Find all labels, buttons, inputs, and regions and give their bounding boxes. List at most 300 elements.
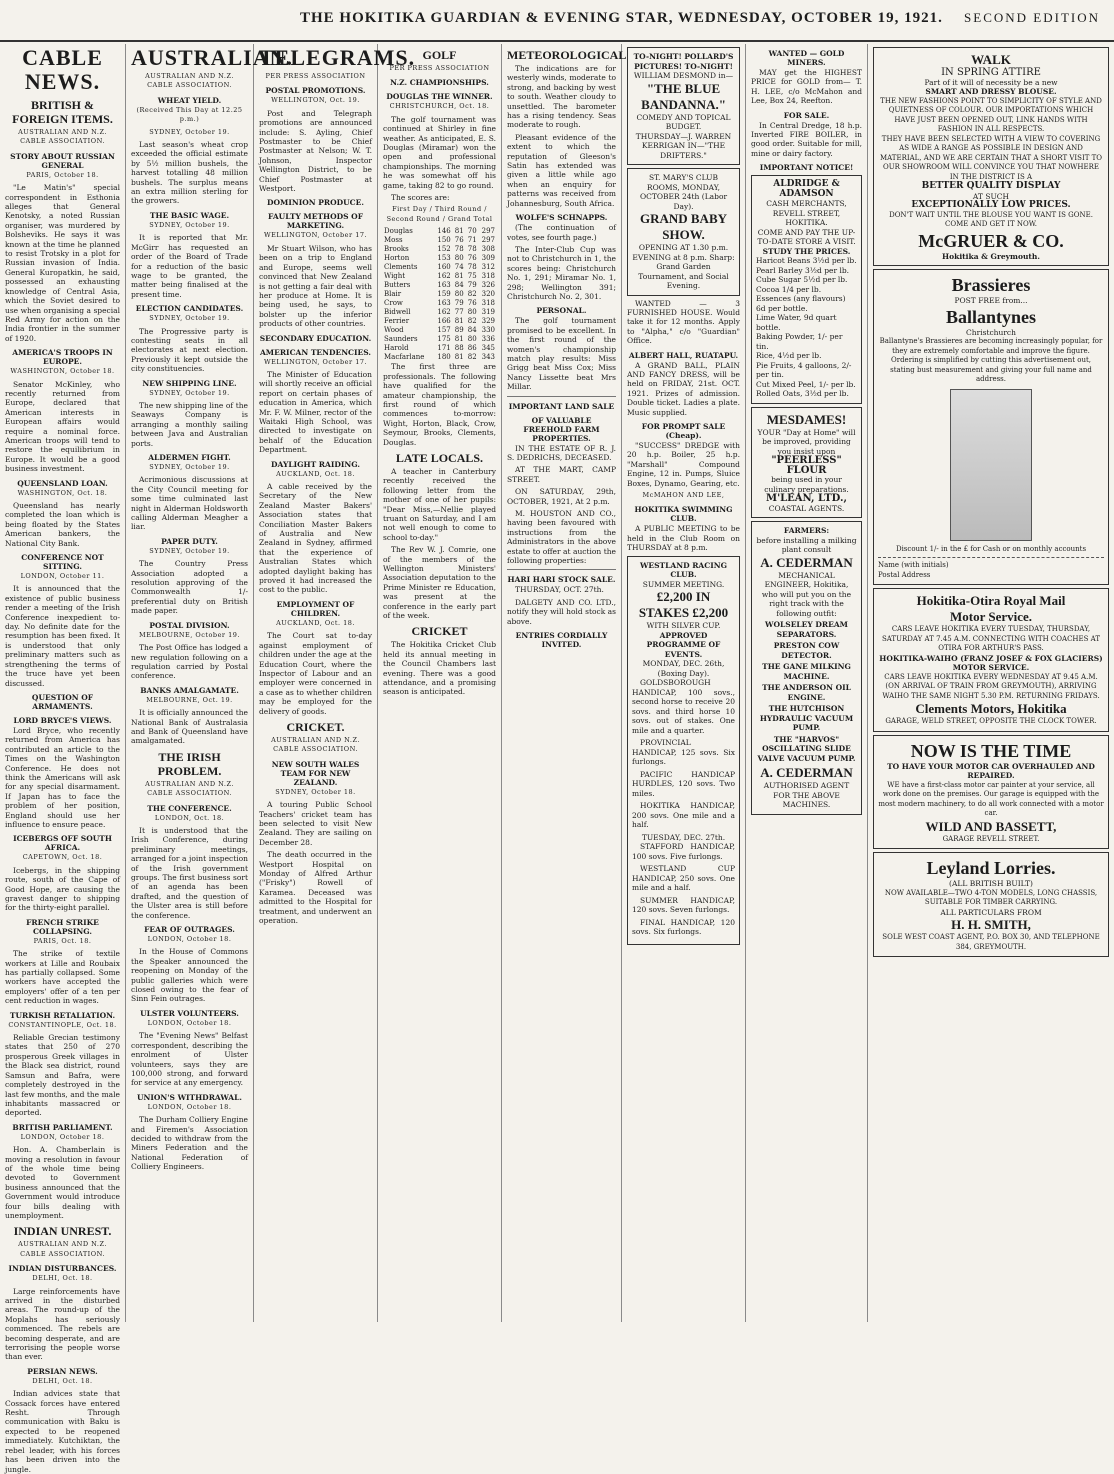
- section-subtitle: BRITISH & FOREIGN ITEMS.: [12, 98, 113, 126]
- article-text: A cable received by the Secretary of the New Zealand Master Bakers' Association states that Conciliation Master Bakers of Australia and New Zealand in Sydney, affirmed that the experience of Australian States which adopted daylight baking has proved it had increased the cost to the public.: [259, 482, 372, 595]
- headline: WOLFE'S SCHNAPPS.: [515, 213, 608, 223]
- headline: WHEAT YIELD.: [157, 95, 222, 105]
- ad-line: AT SUCH: [972, 191, 1010, 201]
- price-item: Cut Mixed Peel, 1/- per lb.: [756, 379, 856, 389]
- article-text: The first three are professionals. The following have qualified for the amateur championship, the first round of which commences to-morrow: Wight, Horton, Black, Crow, Seymour, Brooks, Clements, Douglas.: [383, 362, 496, 447]
- ad-line: being used in your culinary preparations.: [764, 475, 849, 494]
- ad-line: TO-NIGHT! POLLARD'S PICTURES! TO-NIGHT!: [633, 52, 734, 71]
- credit-line: AUSTRALIAN AND N.Z. CABLE ASSOCIATION.: [18, 1240, 107, 1258]
- headline: WANTED — GOLD MINERS.: [768, 49, 845, 67]
- score-cell-r1: 175: [437, 335, 451, 344]
- ad-brand: WILD AND BASSETT,: [925, 818, 1057, 834]
- headline: IMPORTANT NOTICE!: [759, 163, 854, 173]
- score-cell-r3: 76: [467, 299, 477, 308]
- price-item: Pearl Barley 3½d per lb.: [756, 265, 850, 275]
- headline: LORD BRYCE'S VIEWS.: [13, 715, 112, 725]
- dateline: LONDON, October 18.: [147, 1018, 232, 1027]
- headline: ALDERMEN FIGHT.: [148, 453, 231, 462]
- coupon-address-field[interactable]: Postal Address: [878, 570, 931, 579]
- headline: AMERICA'S TROOPS IN EUROPE.: [12, 348, 113, 367]
- article-text: Mr Stuart Wilson, who has been on a trip to England and Europe, seems well convinced that New Zealand is not getting a fair deal with her produce at Home. It is being used, he says, to bolster up the inferior products of other countries.: [259, 243, 372, 329]
- machine-item: THE HUTCHISON HYDRAULIC VACUUM PUMP.: [759, 704, 854, 733]
- score-cell-r2: 81: [454, 335, 464, 344]
- ad-line: THURSDAY—J. WARREN KERRIGAN IN—"THE DRIFTERS.": [635, 131, 732, 160]
- article-text: Indian advices state that Cossack forces have entered Resht. Through communication with Baku is expected to be reopened immediately. Kutchiktan, the rebel leader, with his forces has been driven into the jungle.: [5, 1389, 120, 1474]
- article-text: Reliable Grecian testimony states that 250 of 270 prosperous Greek villages in the Black sea district, round Samsun and Bafra, were completely destroyed in the last few months, and the male inhabitants massacred or deported.: [5, 1033, 120, 1118]
- ad-brand: Ballantynes: [945, 306, 1037, 327]
- ad-clements-motors: [873, 588, 1109, 732]
- headline: FRENCH STRIKE COLLAPSING.: [26, 917, 99, 936]
- article-text: The golf tournament was continued at Shirley in fine weather. As anticipated, E. S. Douglas (Miramar) won the open and professional championships. The morning he was somewhat off his game, taking 82 to go round.: [383, 114, 496, 190]
- dateline: SYDNEY, October 19.: [149, 127, 230, 136]
- article-text: It is understood that the Irish Conference, during preliminary meetings, arranged for a joint inspection of the Irish government groups. The first business sort of an agenda has been drafted, and the question of the Ulster area is still before the conference.: [131, 825, 248, 920]
- ad-line: ALL PARTICULARS FROM: [940, 907, 1042, 917]
- ad-headline: Motor Service.: [949, 609, 1033, 624]
- classified-ad: WANTED — 3 FURNISHED HOUSE. Would take it for 12 months. Apply to "Alpha," c/o "Guardian" Office.: [627, 298, 740, 346]
- ad-text: NOW AVAILABLE—TWO 4-TON MODELS, LONG CHASSIS, SUITABLE FOR TIMBER CARRYING.: [884, 888, 1098, 906]
- ad-headline: A. CEDERMAN: [760, 554, 853, 570]
- ad-westland-racing-club: [627, 556, 740, 945]
- ad-line: MECHANICAL ENGINEER, Hokitika,: [764, 570, 849, 590]
- ad-line: "PEERLESS" FLOUR: [771, 455, 842, 476]
- ad-text: CARS LEAVE HOKITIKA EVERY WEDNESDAY AT 9.45 A.M. (ON ARRIVAL OF TRAIN FROM GREYMOUTH), ARRIVING WAIHO THE SAME NIGHT 5.30 P.M. RETURNING FRIDAYS.: [882, 672, 1100, 700]
- headline: NEW SOUTH WALES TEAM FOR NEW ZEALAND.: [271, 759, 360, 787]
- newspaper-title: THE HOKITIKA GUARDIAN & EVENING STAR, WEDNESDAY, OCTOBER 19, 1921.: [300, 10, 943, 26]
- ad-line: (ALL BRITISH BUILT): [949, 879, 1033, 888]
- ad-line: EXCEPTIONALLY LOW PRICES.: [911, 200, 1071, 210]
- ad-brand: H. H. SMITH,: [951, 917, 1031, 932]
- score-cell-r2: 88: [454, 344, 464, 353]
- ad-cederman: [751, 521, 862, 815]
- ad-line: COME AND PAY THE UP-TO-DATE STORE A VISIT.: [757, 227, 856, 247]
- score-cell-total: 319: [481, 308, 495, 317]
- score-row: [383, 353, 496, 362]
- ad-headline: WALK: [971, 52, 1011, 67]
- score-cell-name: Brooks: [384, 245, 409, 254]
- headline: STORY ABOUT RUSSIAN GENERAL: [10, 151, 115, 170]
- article-text: The Post Office has lodged a new regulation following on a regulation carried by Postal conference.: [131, 643, 248, 681]
- article-text: The Country Press Association adopted a resolution approving of the Commonwealth 1/- preferential duty on British made paper.: [131, 559, 248, 616]
- ad-line: COASTAL AGENTS.: [768, 503, 845, 513]
- ad-text: Discount 1/- in the £ for Cash or on monthly accounts: [895, 544, 1087, 553]
- column-cable-news: [0, 44, 126, 1474]
- article-text: The Rev W. J. Comrie, one of the members of the Wellington Ministers' Association deputation to the Prime Minister re Education, was present at the conference in the early part of the week.: [383, 545, 496, 621]
- dateline: WASHINGTON, October 18.: [10, 367, 115, 376]
- dateline: CAPETOWN, Oct. 18.: [22, 853, 103, 862]
- credit-line: PER PRESS ASSOCIATION: [389, 64, 490, 72]
- score-cell-r2: 81: [454, 272, 464, 281]
- brassiere-illustration: [950, 389, 1032, 541]
- article-text: The Durham Colliery Engine and Firemen's Association decided to withdraw from the Miners Federation and the National Federation of Colliery Engineers.: [131, 1115, 248, 1172]
- price-item: Rolled Oats, 3½d per lb.: [756, 389, 849, 399]
- ad-line: Hokitika & Greymouth.: [942, 251, 1040, 261]
- score-cell-total: 330: [481, 326, 495, 335]
- ad-text: THEY HAVE BEEN SELECTED WITH A VIEW TO COVERING AS WIDE A RANGE AS POSSIBLE IN DESIGN AND MATERIAL, AND WE ARE CERTAIN THAT A SHORT VISIT TO OUR SHOWROOM WILL CONVINCE YOU THAT NOWHERE IN THE DISTRICT IS A: [879, 134, 1103, 181]
- article-text: Queensland has nearly completed the loan which is being floated by the States American bankers, the National City Bank.: [5, 501, 120, 548]
- headline: ULSTER VOLUNTEERS.: [140, 1008, 239, 1018]
- score-cell-r2: 77: [454, 308, 464, 317]
- score-cell-name: Wood: [384, 326, 404, 335]
- credit-line: AUSTRALIAN AND N.Z. CABLE ASSOCIATION.: [145, 72, 234, 90]
- score-cell-r2: 81: [454, 353, 464, 362]
- price-item: Cube Sugar 5½d per lb.: [756, 275, 848, 285]
- dateline: AUCKLAND, Oct. 18.: [276, 469, 355, 478]
- dateline: SYDNEY, October 19.: [149, 314, 230, 323]
- ad-line: COMEDY AND TOPICAL BUDGET.: [636, 112, 731, 131]
- article-text: The scores are:: [391, 193, 450, 203]
- score-cell-name: Clements: [384, 263, 418, 272]
- score-cell-r1: 162: [437, 308, 451, 317]
- score-cell-r3: 78: [467, 245, 477, 254]
- dateline: DELHI, Oct. 18.: [32, 1274, 93, 1283]
- column-ads-1: [622, 44, 746, 1322]
- ad-headline: Leyland Lorries.: [926, 858, 1056, 878]
- score-cell-r1: 146: [437, 227, 451, 236]
- score-cell-r3: 82: [467, 290, 477, 299]
- article-text: ON SATURDAY, 29th, OCTOBER, 1921, At 2 p.m.: [507, 487, 616, 506]
- ad-text: SUMMER HANDICAP, 120 sovs. Seven furlongs.: [632, 895, 735, 915]
- score-cell-r1: 150: [437, 236, 451, 245]
- score-cell-r1: 157: [437, 326, 451, 335]
- article-text: Last season's wheat crop exceeded the official estimate by 5½ million bushels, the harvest totalling 48 million bushels. The surplus means an extra million sterling for the growers.: [131, 140, 248, 206]
- score-row: [383, 245, 496, 254]
- ad-text: GOLDSBOROUGH HANDICAP, 100 sovs., second horse to receive 20 sovs. and third horse 10 sovs. out of stakes. One mile and a quarter.: [632, 678, 735, 735]
- headline: N.Z. CHAMPIONSHIPS.: [390, 78, 489, 88]
- article-text: AT THE MART, CAMP STREET.: [507, 465, 616, 484]
- ad-aldridge-adamson: [751, 175, 862, 404]
- classified-ad: In Central Dredge, 18 h.p. Inverted FIRE BOILER, in good order. Suitable for mill, mine or dairy factory.: [751, 120, 862, 158]
- ad-line: AUTHORISED AGENT FOR THE ABOVE MACHINES.: [763, 781, 850, 810]
- dateline: CONSTANTINOPLE, Oct. 18.: [8, 1020, 117, 1029]
- headline: QUEENSLAND LOAN.: [17, 478, 108, 488]
- score-cell-r3: 70: [467, 227, 477, 236]
- score-cell-name: Harold: [384, 344, 409, 353]
- dateline: LONDON, October 11.: [20, 572, 105, 581]
- ad-line: who will put you on the right track with the following outfit:: [761, 589, 852, 618]
- article-text: IN THE ESTATE OF R. J. S. DEDRICHS, DECEASED.: [507, 443, 616, 462]
- divider: [507, 396, 616, 397]
- dateline: SYDNEY, October 19.: [149, 546, 230, 555]
- score-cell-total: 318: [481, 299, 495, 308]
- article-text: M. HOUSTON AND CO., having been favoured with instructions from the Administrators in the above estate to offer at auction the following properties:: [507, 509, 616, 566]
- headline: PAPER DUTY.: [161, 536, 218, 546]
- article-text: DALGETY AND CO. LTD., notify they will hold stock as above.: [507, 597, 616, 626]
- dateline: PARIS, October 18.: [26, 170, 99, 179]
- section-subtitle: CRICKET: [411, 624, 468, 639]
- article-text: The Minister of Education will shortly receive an official report on certain phases of education in America, which Mr. F. W. Milner, rector of the Waitaki High School, was directed to investigate on behalf of the Education Department.: [259, 369, 372, 455]
- score-cell-total: 312: [481, 263, 495, 272]
- article-text: Post and Telegraph promotions are announced include: S. Ayling, Chief Postmaster to be Chief Postmaster at Nelson; W. T. Johnson, Inspector Wellington District, to be Chief Postmaster at Westport.: [259, 108, 372, 194]
- headline: EMPLOYMENT OF CHILDREN.: [276, 599, 355, 618]
- column-australian: [126, 44, 293, 1322]
- ad-line: REVELL STREET, HOKITIKA.: [772, 208, 841, 228]
- score-cell-r3: 84: [467, 326, 477, 335]
- ad-line: TUESDAY, DEC. 27th.: [641, 832, 726, 842]
- ad-peerless-flour: [751, 407, 862, 519]
- ad-text: GARAGE REVELL STREET.: [942, 834, 1040, 843]
- score-cell-total: 297: [481, 227, 495, 236]
- score-cell-r1: 160: [437, 263, 451, 272]
- ad-line: Christchurch: [966, 327, 1016, 337]
- ad-line: POST FREE from...: [954, 296, 1028, 305]
- received-line: (Received This Day at 12.25 p.m.): [136, 105, 243, 124]
- ad-leyland-lorries: [873, 852, 1109, 957]
- machine-item: THE GANE MILKING MACHINE.: [762, 662, 851, 681]
- score-cell-r1: 162: [437, 272, 451, 281]
- score-row: [383, 326, 496, 335]
- article-text: It is announced that the existence of public business render a meeting of the Irish Conference inexpedient to-day. No definite date for the resumption has been fixed. It is understood that only preliminary matters such as strengthening the terms of the truce have yet been discussed.: [5, 584, 120, 688]
- dateline: DELHI, Oct. 18.: [32, 1376, 93, 1385]
- column-ads-2: [746, 44, 868, 1322]
- score-cell-r2: 81: [454, 317, 464, 326]
- article-text: Acrimonious discussions at the City Council meeting for some time culminated last night in Alderman Holdsworth calling Alderman Meagher a liar.: [131, 475, 248, 532]
- article-text: The strike of textile workers at Lille and Roubaix has partially collapsed. Some workers have accepted the employers' offer of a ten per cent reduction in wages.: [5, 949, 120, 1006]
- article-text: Lord Bryce, who recently returned from America has contributed an article to the Times on the Washington Conference. He does not think the Americans will ask for any special disarmament. If Japan has to face the problem of her position, England should use her influence to ensure peace.: [5, 725, 120, 829]
- score-cell-total: 297: [481, 236, 495, 245]
- ad-line: APPROVED PROGRAMME OF EVENTS.: [646, 630, 721, 659]
- score-cell-r2: 78: [454, 245, 464, 254]
- headline: FAULTY METHODS OF MARKETING.: [267, 212, 364, 231]
- machine-item: THE ANDERSON OIL ENGINE.: [762, 683, 851, 702]
- ad-line: SUMMER MEETING.: [642, 579, 725, 589]
- article-text: The "Evening News" Belfast correspondent, describing the enrolment of Ulster volunteers, says they are 100,000 strong, and forward for service at any emergency.: [131, 1031, 248, 1088]
- dateline: CHRISTCHURCH, Oct. 18.: [389, 102, 490, 111]
- headline: THE BASIC WAGE.: [149, 210, 230, 220]
- ad-brand: McGRUER & CO.: [918, 230, 1064, 251]
- score-cell-r3: 76: [467, 254, 477, 263]
- score-cell-total: 345: [481, 344, 495, 353]
- score-cell-r1: 166: [437, 317, 451, 326]
- ad-text: DON'T WAIT UNTIL THE BLOUSE YOU WANT IS GONE. COME AND GET IT NOW.: [889, 210, 1093, 228]
- ad-line: Part of it will of necessity be a new: [924, 77, 1058, 87]
- score-cell-r1: 159: [437, 290, 451, 299]
- ad-headline: Brassieres: [951, 275, 1031, 295]
- dateline: LONDON, Oct. 18.: [154, 813, 225, 822]
- score-cell-name: Bidwell: [384, 308, 411, 317]
- column-golf: [378, 44, 502, 1322]
- edition-label: SECOND EDITION: [964, 10, 1100, 25]
- score-cell-r3: 75: [467, 272, 477, 281]
- headline: ELECTION CANDIDATES.: [135, 304, 244, 314]
- article-text: Pleasant evidence of the extent to which the reputation of Gleeson's Satin has extended was given a little while ago when an enquiry for patterns was received from Johannesburg, South Africa.: [507, 132, 616, 208]
- score-cell-r3: 79: [467, 281, 477, 290]
- dateline: LONDON, October 18.: [147, 935, 232, 944]
- score-cell-total: 308: [481, 245, 495, 254]
- ad-text: FINAL HANDICAP, 120 sovs. Six furlongs.: [632, 917, 735, 937]
- classified-ad: A GRAND BALL, PLAIN AND FANCY DRESS, will be held on FRIDAY, 21st. OCT. 1921. Prizes of admission. Double ticket. Ladies a plate. Music supplied.: [627, 360, 740, 417]
- coupon-name-field[interactable]: Name (with initials): [878, 561, 949, 569]
- machine-item: WOLSELEY DREAM SEPARATORS.: [765, 620, 848, 639]
- section-title: AUSTRALIAN.: [131, 45, 293, 70]
- score-row: [383, 227, 496, 236]
- ad-line: BETTER QUALITY DISPLAY: [921, 181, 1061, 191]
- ad-text: PROVINCIAL HANDICAP, 125 sovs. Six furlongs.: [632, 738, 735, 767]
- ad-headline: NOW IS THE TIME: [910, 740, 1072, 761]
- ad-wild-and-bassett: [873, 735, 1109, 850]
- price-item: Baking Powder, 1/- per tin.: [756, 332, 843, 351]
- ad-text: WESTLAND CUP HANDICAP, 250 sovs. One mile and a half.: [632, 864, 735, 893]
- ad-text: CARS LEAVE HOKITIKA EVERY TUESDAY, THURSDAY, SATURDAY AT 7.45 A.M. CONNECTING WITH COACHES AT OTIRA FOR ARTHUR'S PASS.: [881, 625, 1101, 652]
- article-text: "Le Matin's" special correspondent in Esthonia alleges that General Kenotsky, a noted Russian organiser, was murdered by Bolsheviks. He says it was known at the time he planned to resist Trotsky in a plot for Russian invasion of India. General Kuropatkin, he said, possessed an exhausting knowledge of Central Asia, which the Soviet desired to use when organising a special Red Army for action on the India frontier in the summer of 1920.: [5, 183, 120, 343]
- headline: INDIAN DISTURBANCES.: [8, 1264, 117, 1274]
- ad-text: THE NEW FASHIONS POINT TO SIMPLICITY OF STYLE AND QUIETNESS OF COLOUR. OUR IMPORTATIONS WHICH HAVE JUST BEEN OPENED OUT, LINK HANDS WITH FASHION IN ALL RESPECTS.: [880, 96, 1102, 133]
- score-row: [383, 299, 496, 308]
- dateline: SYDNEY, October 18.: [275, 787, 356, 796]
- headline: ICEBERGS OFF SOUTH AFRICA.: [13, 834, 112, 853]
- ad-line: YOUR "Day at Home" will be improved, providing you insist upon: [757, 427, 856, 456]
- headline: SECONDARY EDUCATION.: [259, 333, 372, 343]
- score-row: [383, 344, 496, 353]
- article-text: A teacher in Canterbury recently received the following letter from the mother of one of her pupils: "Dear Miss,—Nellie played truant on Saturday, and I am not well enough to come to school to-day.": [383, 466, 496, 542]
- score-cell-total: 336: [481, 335, 495, 344]
- ad-line: STUDY THE PRICES.: [762, 246, 851, 256]
- headline: THE CONFERENCE.: [147, 803, 232, 813]
- headline: NEW SHIPPING LINE.: [142, 378, 237, 388]
- scores-header: First Day / Third Round / Second Round / Grand Total: [386, 205, 493, 223]
- score-row: [383, 254, 496, 263]
- article-text: Icebergs, in the shipping route, south of the Cape of Good Hope, are causing the gravest danger to shipping for the thirty-eight parallel.: [5, 865, 120, 913]
- machine-item: PRESTON COW DETECTOR.: [773, 641, 840, 660]
- score-cell-name: Douglas: [384, 227, 413, 236]
- score-row: [383, 263, 496, 272]
- headline: PERSONAL.: [536, 306, 587, 316]
- ad-brand: Clements Motors, Hokitika: [915, 701, 1067, 716]
- dateline: SYDNEY, October 19.: [149, 388, 230, 397]
- headline: AMERICAN TENDENCIES.: [259, 347, 372, 357]
- price-item: Pie Fruits, 4 galloons, 2/- per tin.: [756, 360, 852, 380]
- headline: UNION'S WITHDRAWAL.: [136, 1092, 243, 1102]
- score-cell-r3: 78: [467, 263, 477, 272]
- article-text: The Court sat to-day against employment of children under the age at the Education Court, where the Inspector of Labour and an employer were concerned in a case as to whether children may be employed for the delivery of goods.: [259, 631, 372, 716]
- ad-headline: "THE BLUE BANDANNA.": [641, 80, 726, 112]
- headline: BANKS AMALGAMATE.: [140, 685, 239, 695]
- ad-text: HOKITIKA HANDICAP, 200 sovs. One mile and a half.: [632, 801, 735, 830]
- ad-headline: A. CEDERMAN: [760, 765, 853, 781]
- credit-line: AUSTRALIAN AND N.Z. CABLE ASSOCIATION.: [145, 779, 234, 798]
- headline: FOR SALE.: [783, 110, 830, 120]
- score-cell-total: 320: [481, 290, 495, 299]
- headline: DOMINION PRODUCE.: [267, 198, 364, 208]
- score-row: [383, 335, 496, 344]
- ad-line: FARMERS:: [783, 526, 830, 536]
- article-text: It is officially announced the National Bank of Australasia and Bank of Queensland have amalgamated.: [131, 708, 248, 746]
- score-cell-r1: 152: [437, 245, 451, 254]
- dateline: AUCKLAND, Oct. 18.: [276, 618, 355, 627]
- score-cell-name: Wight: [384, 272, 406, 281]
- score-row: [383, 272, 496, 281]
- headline: FOR PROMPT SALE (Cheap).: [641, 421, 726, 440]
- dateline: MELBOURNE, October 19.: [139, 630, 240, 639]
- score-cell-total: 326: [481, 281, 495, 290]
- article-text: In the House of Commons the Speaker announced the reopening on Monday of the public galleries which were closed owing to the fear of Sinn Fein outrages.: [131, 947, 248, 1004]
- score-cell-r2: 89: [454, 326, 464, 335]
- ad-signature: McMAHON AND LEE,: [642, 491, 725, 499]
- score-row: [383, 236, 496, 245]
- price-item: Haricot Beans 3½d per lb.: [756, 256, 857, 266]
- article-text: Hon. A. Chamberlain is moving a resolution in favour of the whole time being devoted to Government business announced that the Government would introduce four bills dealing with unemployment.: [5, 1145, 120, 1220]
- score-cell-r1: 163: [437, 281, 451, 290]
- headline: IMPORTANT LAND SALE: [508, 401, 615, 411]
- score-cell-r2: 74: [454, 263, 464, 272]
- machine-item: THE "HARVOS" OSCILLATING SLIDE VALVE VACUUM PUMP.: [757, 734, 856, 763]
- ad-headline: Hokitika-Otira Royal Mail: [916, 593, 1066, 608]
- score-cell-name: Moss: [384, 236, 403, 245]
- classified-ad: A PUBLIC MEETING to be held in the Club Room on THURSDAY at 8 p.m.: [627, 524, 740, 553]
- score-cell-r1: 153: [437, 254, 451, 263]
- ad-ballantynes-brassieres: [873, 269, 1109, 585]
- dateline: LONDON, October 18.: [20, 1132, 105, 1141]
- ad-line: TO HAVE YOUR MOTOR CAR OVERHAULED AND REPAIRED.: [887, 761, 1095, 780]
- ad-line: HOKITIKA-WAIHO (FRANZ JOSEF & FOX GLACIERS) MOTOR SERVICE.: [879, 653, 1103, 672]
- masthead: [0, 0, 1114, 42]
- ad-headline: GRAND BABY SHOW.: [639, 211, 728, 242]
- headline: POSTAL DIVISION.: [149, 620, 230, 630]
- ad-mcgruer-blouses: [873, 47, 1109, 266]
- headline: QUESTION OF ARMAMENTS.: [31, 692, 94, 711]
- score-cell-r2: 80: [454, 254, 464, 263]
- score-cell-total: 329: [481, 317, 495, 326]
- score-cell-name: Crow: [384, 299, 403, 308]
- score-cell-name: Horton: [384, 254, 410, 263]
- section-title: CABLE NEWS.: [22, 45, 103, 94]
- ad-line: OPENING AT 1.30 p.m. EVENING at 8 p.m. Sharp: Grand Garden Tournament, and Social Evening.: [632, 243, 735, 290]
- ad-line: M'LEAN, LTD.,: [766, 493, 847, 505]
- article-text: The Hokitika Cricket Club held its annual meeting in the Council Chambers last evening. There was a good attendance, and a promising season is anticipated.: [383, 640, 496, 697]
- ad-line: ST. MARY'S CLUB ROOMS, MONDAY, OCTOBER 24th (Labor Day).: [639, 173, 728, 211]
- score-cell-total: 309: [481, 254, 495, 263]
- dateline: MELBOURNE, Oct. 19.: [146, 695, 233, 704]
- golf-scores-table: [383, 227, 496, 362]
- headline: HOKITIKA SWIMMING CLUB.: [634, 505, 733, 524]
- classified-ad: MAY get the HIGHEST PRICE for GOLD from— T. H. LEE, c/o McMahon and Lee, Box 24, Reefton.: [751, 68, 862, 106]
- score-cell-r2: 79: [454, 299, 464, 308]
- score-row: [383, 290, 496, 299]
- ad-line: before installing a milking plant consult: [756, 535, 857, 555]
- headline: HARI HARI STOCK SALE.: [507, 575, 616, 585]
- column-ads-3: [868, 44, 1114, 1322]
- score-cell-r2: 81: [454, 227, 464, 236]
- ad-line: WITH SILVER CUP.: [646, 621, 721, 631]
- score-row: [383, 317, 496, 326]
- ad-text: STAFFORD HANDICAP, 100 sovs. Five furlongs.: [632, 842, 735, 861]
- ad-line: MONDAY, DEC. 26th, (Boxing Day).: [642, 659, 725, 678]
- ad-headline: ALDRIDGE & ADAMSON: [773, 179, 840, 199]
- section-subtitle: INDIAN UNREST.: [13, 1224, 112, 1239]
- article-text: The new shipping line of the Seaways Company is arranging a monthly sailing between Java and Australian ports.: [131, 400, 248, 448]
- credit-line: AUSTRALIAN AND N.Z. CABLE ASSOCIATION.: [18, 128, 107, 146]
- article-text: The Progressive party is contesting seats in all electorates at next election. Previously it kept outside the city constituencies.: [131, 326, 248, 374]
- dateline: WELLINGTON, October 17.: [263, 231, 368, 240]
- score-cell-name: Butters: [384, 281, 411, 290]
- score-cell-name: Ferrier: [384, 317, 410, 326]
- column-meteorological: [502, 44, 627, 1322]
- price-item: Rice, 4½d per lb.: [756, 351, 822, 361]
- score-cell-r1: 180: [437, 353, 451, 362]
- score-cell-r3: 82: [467, 317, 477, 326]
- headline: FEAR OF OUTRAGES.: [144, 925, 235, 935]
- score-cell-total: 318: [481, 272, 495, 281]
- article-text: It is reported that Mr. McGirr has requested an order of the Board of Trade for a reduction of the basic wage to be granted, the matter being finalised at the present time.: [131, 233, 248, 299]
- article-text: (The continuation of votes, see fourth page.): [507, 223, 616, 242]
- article-text: The indications are for westerly winds, moderate to strong, and backing by west to south. Weather cloudy to unsettled. The barometer has a rising tendency. Seas moderate to rough.: [507, 64, 616, 130]
- score-cell-r2: 84: [454, 281, 464, 290]
- dateline: WELLINGTON, October 17.: [263, 357, 368, 366]
- ad-line: IN SPRING ATTIRE: [941, 67, 1041, 78]
- ad-line: CASH MERCHANTS,: [766, 199, 847, 209]
- ad-headline: WESTLAND RACING CLUB.: [640, 560, 727, 580]
- ad-text: PACIFIC HANDICAP HURDLES, 120 sovs. Two miles.: [632, 769, 735, 798]
- score-cell-r3: 86: [467, 344, 477, 353]
